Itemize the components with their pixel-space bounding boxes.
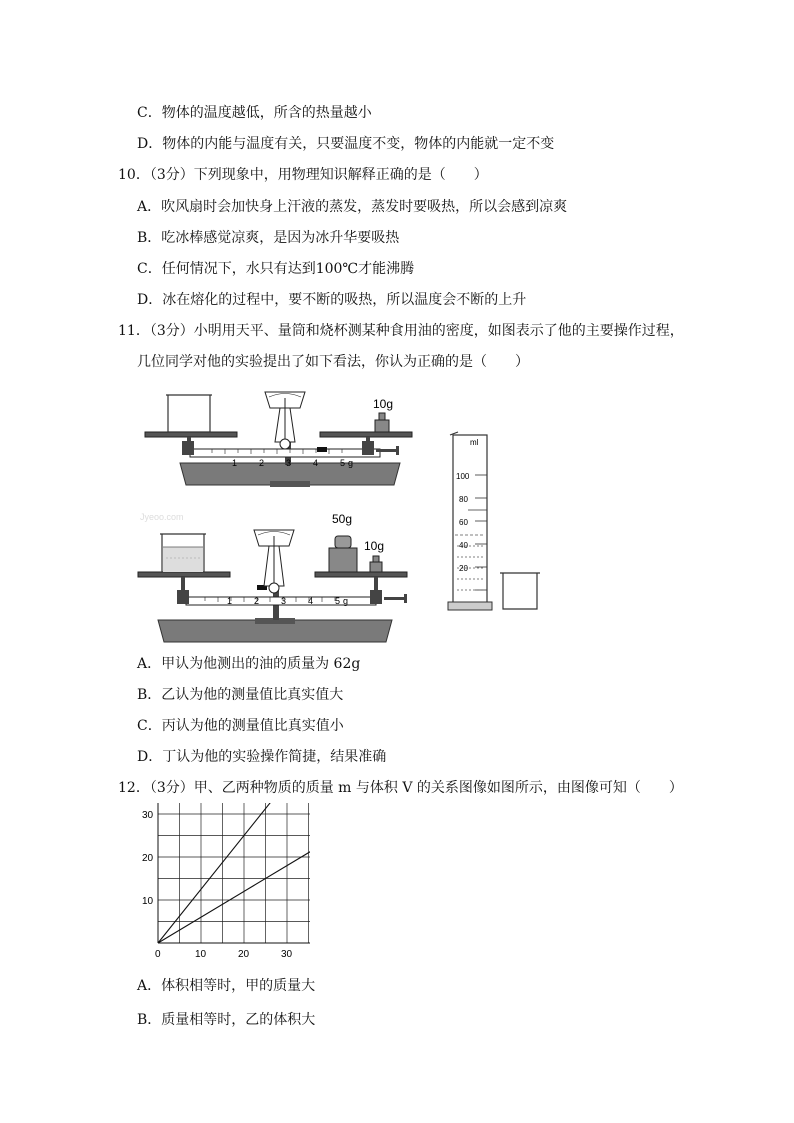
beam-bottom-tick-4: 4 — [308, 596, 314, 606]
weight-label-top: 10g — [373, 397, 394, 411]
q10-option-c: C．任何情况下，水只有达到100℃才能沸腾 — [137, 261, 415, 277]
beam-top-tick-2: 2 — [259, 458, 265, 468]
right-pan-bottom — [315, 536, 407, 604]
beam-top-tick-3: 3 — [286, 458, 292, 468]
x-tick-label: 30 — [281, 949, 293, 960]
q9-option-d: D．物体的内能与温度有关，只要温度不变，物体的内能就一定不变 — [137, 136, 555, 152]
beam-bottom-tick-3: 3 — [281, 596, 287, 606]
q10-option-a: A．吹风扇时会加快身上汗液的蒸发，蒸发时要吸热，所以会感到凉爽 — [137, 199, 568, 215]
beam-top-tick-4: 4 — [313, 458, 319, 468]
q12-mass-volume-chart — [135, 803, 310, 968]
cylinder-tick-60: 60 — [459, 518, 468, 527]
oil-in-beaker — [163, 547, 203, 572]
q9-option-c: C．物体的温度越低，所含的热量越小 — [137, 105, 372, 121]
x-tick-label: 10 — [195, 949, 207, 960]
chart-labels — [142, 803, 310, 964]
q11-option-b: B．乙认为他的测量值比真实值大 — [137, 687, 344, 703]
q10-stem: 10．（3分）下列现象中，用物理知识解释正确的是（ ） — [118, 167, 488, 183]
q12-stem: 12．（3分）甲、乙两种物质的质量 m 与体积 V 的关系图像如图所示，由图像可知（ ） — [118, 780, 683, 796]
pointer-top — [265, 392, 305, 449]
q11-option-d: D．丁认为他的实验操作简捷，结果准确 — [137, 749, 387, 765]
weight-label-10g-bottom: 10g — [364, 539, 385, 553]
weight-10g-bottom — [370, 562, 382, 572]
weight-50g — [329, 548, 357, 572]
empty-beaker — [500, 573, 540, 609]
weight-10g-top — [375, 420, 389, 432]
q11-stem-line2: 几位同学对他的实验提出了如下看法，你认为正确的是（ ） — [137, 354, 529, 370]
cylinder-tick-80: 80 — [459, 495, 468, 504]
y-tick-label: 30 — [142, 810, 154, 821]
rider-top — [317, 447, 327, 452]
q11-option-c: C．丙认为他的测量值比真实值小 — [137, 718, 344, 734]
weight-label-50g: 50g — [332, 512, 353, 526]
left-pan-bottom — [138, 534, 233, 606]
cylinder-tick-20: 20 — [459, 564, 468, 573]
pointer-bottom — [254, 530, 294, 593]
cylinder-tick-100: 100 — [456, 472, 470, 481]
beam-top-tick-1: 1 — [232, 458, 238, 468]
beam-top-unit: g — [348, 458, 354, 468]
y-tick-label: 20 — [142, 853, 154, 864]
beam-bottom-tick-2: 2 — [254, 596, 260, 606]
chart-grid — [158, 803, 310, 943]
balance-bottom — [138, 512, 407, 642]
cylinder-unit: ml — [470, 438, 479, 447]
beam-bottom-tick-1: 1 — [227, 596, 233, 606]
balance-top — [145, 392, 412, 487]
q10-option-d: D．冰在熔化的过程中，要不断的吸热，所以温度会不断的上升 — [137, 292, 527, 308]
beam-bottom-tick-5: 5 — [335, 596, 341, 606]
beam-bottom-unit: g — [343, 596, 349, 606]
q11-option-a: A．甲认为他测出的油的质量为 62g — [137, 656, 361, 672]
x-tick-label: 20 — [238, 949, 250, 960]
left-pan-top — [145, 395, 237, 455]
measuring-cylinder — [448, 432, 492, 610]
q10-option-b: B．吃冰棒感觉凉爽，是因为冰升华要吸热 — [137, 230, 400, 246]
x-tick-label: 0 — [155, 949, 161, 960]
watermark: Jyeoo.com — [140, 512, 184, 522]
q12-option-a: A．体积相等时，甲的质量大 — [137, 978, 316, 994]
y-tick-label: 10 — [142, 896, 154, 907]
q11-stem-line1: 11．（3分）小明用天平、量筒和烧杯测某种食用油的密度，如图表示了他的主要操作过程， — [118, 323, 684, 339]
cylinder-tick-40: 40 — [459, 541, 468, 550]
q11-figure — [130, 380, 550, 645]
beam-top-tick-5: 5 — [340, 458, 346, 468]
q12-option-b: B．质量相等时，乙的体积大 — [137, 1012, 316, 1028]
